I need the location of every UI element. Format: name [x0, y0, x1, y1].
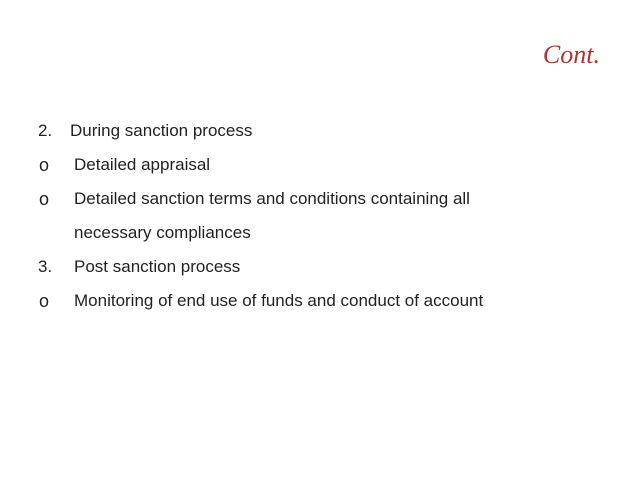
circle-bullet-icon: o — [39, 155, 50, 175]
list-item-numbered — [38, 254, 598, 288]
list-item-text: Detailed sanction terms and conditions containing all — [74, 189, 470, 208]
list-item-bullet — [38, 152, 598, 186]
list-number: 2. — [38, 121, 53, 140]
list-item-text: Detailed appraisal — [74, 155, 211, 174]
slide-title: Cont. — [542, 40, 600, 69]
list-item-text: necessary compliances — [74, 223, 251, 242]
list-item-continuation — [38, 220, 598, 254]
list-item-text: Monitoring of end use of funds and conduct of account — [74, 291, 484, 310]
list-item-numbered — [38, 118, 598, 152]
circle-bullet-icon: o — [39, 291, 50, 311]
circle-bullet-icon: o — [39, 189, 50, 209]
slide-content — [38, 118, 598, 322]
list-item-text: During sanction process — [70, 121, 253, 140]
list-item-bullet — [38, 288, 598, 322]
list-item-text: Post sanction process — [74, 257, 241, 276]
list-number: 3. — [38, 257, 53, 276]
list-item-bullet — [38, 186, 598, 220]
